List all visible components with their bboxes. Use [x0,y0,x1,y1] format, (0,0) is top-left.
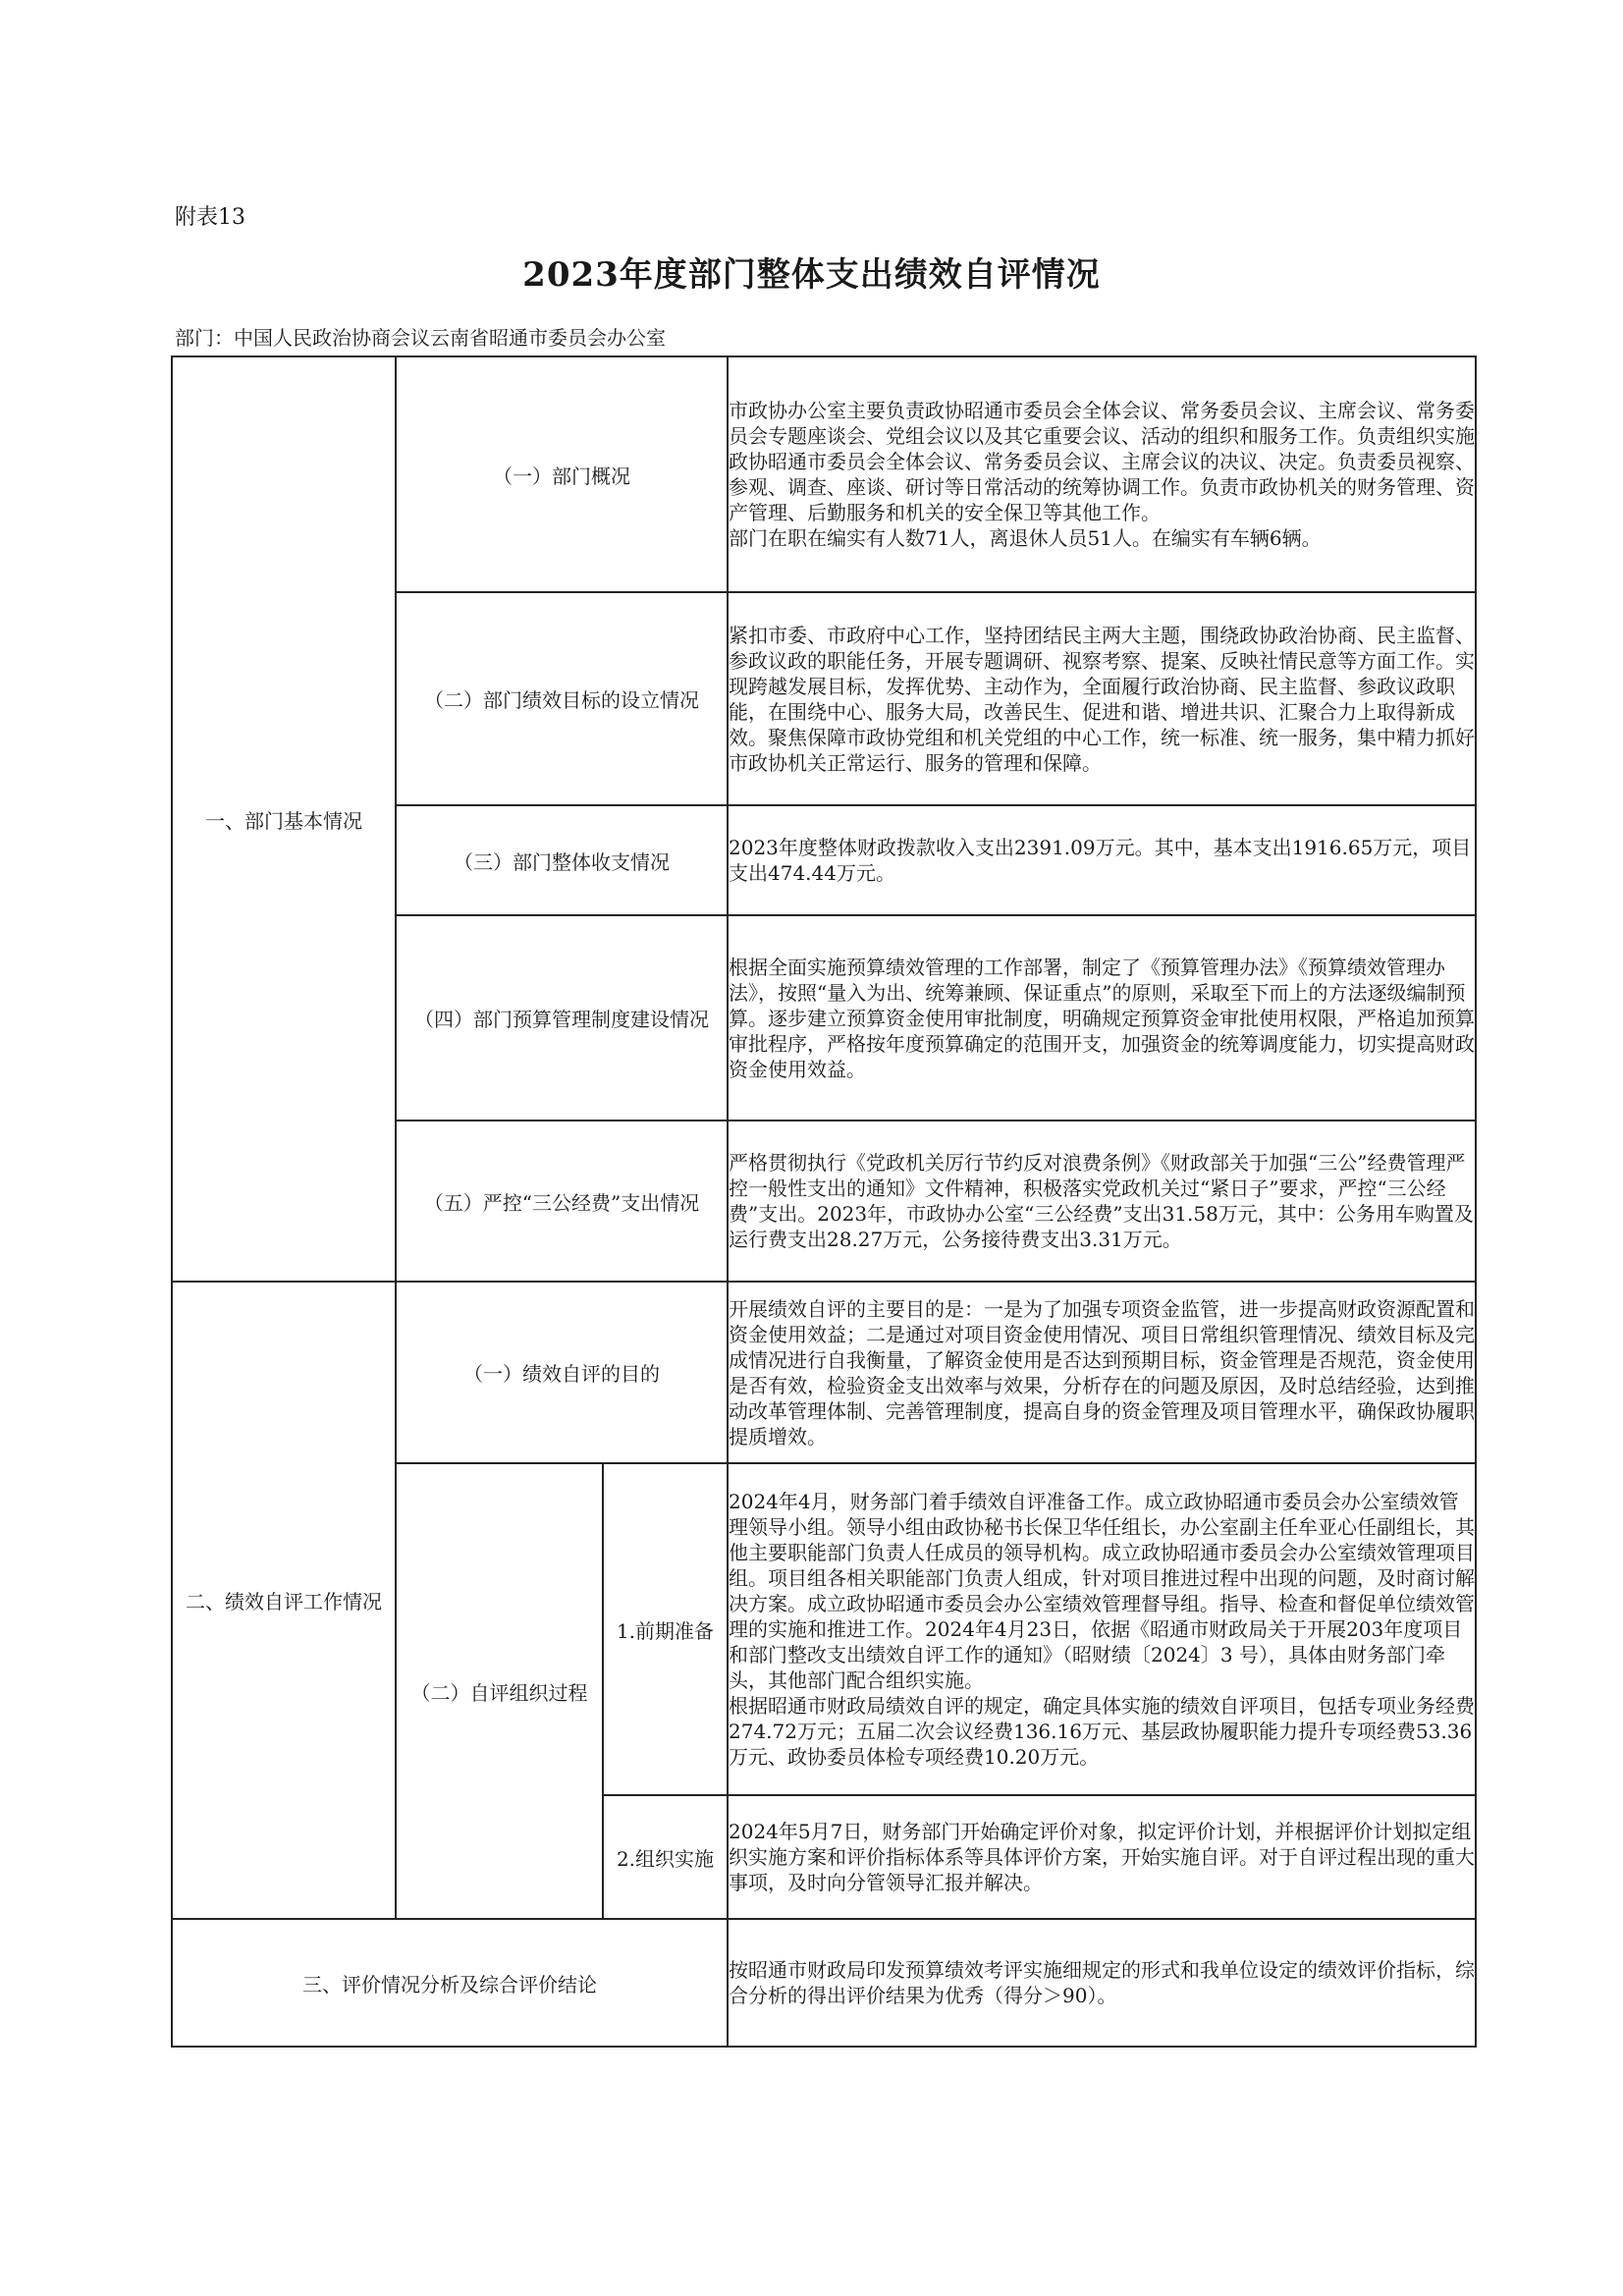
table-row [172,1282,1476,1463]
row-label: （一）绩效自评的目的 [396,1282,728,1463]
row-content: 开展绩效自评的主要目的是：一是为了加强专项资金监管，进一步提高财政资源配置和资金使用效益；二是通过对项目资金使用情况、项目日常组织管理情况、绩效目标及完成情况进行自我衡量，了解资金使用是否达到预期目标，资金管理是否规范，资金使用是否有效，检验资金支出效率与效果，分析存在的问题及原因，及时总结经验，达到推动改革管理体制、完善管理制度，提高自身的资金管理及项目管理水平，确保政协履职提质增效。 [728,1282,1476,1463]
row-content: 根据全面实施预算绩效管理的工作部署，制定了《预算管理办法》《预算绩效管理办法》，按照“量入为出、统筹兼顾、保证重点”的原则，采取至下而上的方法逐级编制预算。逐步建立预算资金使用审批制度，明确规定预算资金审批使用权限，严格追加预算审批程序，严格按年度预算确定的范围开支，加强资金的统筹调度能力，切实提高财政资金使用效益。 [728,915,1476,1121]
row-content: 市政协办公室主要负责政协昭通市委员会全体会议、常务委员会议、主席会议、常务委员会专题座谈会、党组会议以及其它重要会议、活动的组织和服务工作。负责组织实施政协昭通市委员会全体会议、常务委员会议、主席会议的决议、决定。负责委员视察、参观、调查、座谈、研讨等日常活动的统筹协调工作。负责市政协机关的财务管理、资产管理、后勤服务和机关的安全保卫等其他工作。 部门在职在编实有人数71人，离退休人员51人。在编实有车辆6辆。 [728,356,1476,592]
department-line: 部门：中国人民政治协商会议云南省昭通市委员会办公室 [175,326,666,350]
row-content: 2024年4月，财务部门着手绩效自评准备工作。成立政协昭通市委员会办公室绩效管理领导小组。领导小组由政协秘书长保卫华任组长，办公室副主任牟亚心任副组长，其他主要职能部门负责人任成员的领导机构。成立政协昭通市委员会办公室绩效管理项目组。项目组各相关职能部门负责人组成，针对项目推进过程中出现的问题，及时商讨解决方案。成立政协昭通市委员会办公室绩效管理督导组。指导、检查和督促单位绩效管理的实施和推进工作。2024年4月23日，依据《昭通市财政局关于开展203年度项目和部门整改支出绩效自评工作的通知》（昭财绩〔2024〕3 号），具体由财务部门牵头，其他部门配合组织实施。 根据昭通市财政局绩效自评的规定，确定具体实施的绩效自评项目，包括专项业务经费274.72万元；五届二次会议经费136.16万元、基层政协履职能力提升专项经费53.36万元、政协委员体检专项经费10.20万元。 [728,1463,1476,1795]
row-content: 2024年5月7日，财务部门开始确定评价对象，拟定评价计划，并根据评价计划拟定组织实施方案和评价指标体系等具体评价方案，开始实施自评。对于自评过程出现的重大事项，及时向分管领导汇报并解决。 [728,1795,1476,1919]
section3-label: 三、评价情况分析及综合评价结论 [172,1919,728,2047]
table-row [172,356,1476,592]
row-label: （二）自评组织过程 [396,1463,603,1919]
row-label: （四）部门预算管理制度建设情况 [396,915,728,1121]
table-row [172,1919,1476,2047]
step-label: 2.组织实施 [603,1795,728,1919]
evaluation-table [171,355,1477,2048]
row-label: （三）部门整体收支情况 [396,805,728,915]
section2-label: 二、绩效自评工作情况 [172,1282,396,1919]
row-label: （五）严控“三公经费”支出情况 [396,1121,728,1282]
row-content: 紧扣市委、市政府中心工作，坚持团结民主两大主题，围绕政协政治协商、民主监督、参政议政的职能任务，开展专题调研、视察考察、提案、反映社情民意等方面工作。实现跨越发展目标，发挥优势、主动作为，全面履行政治协商、民主监督、参政议政职能，在围绕中心、服务大局，改善民生、促进和谐、增进共识、汇聚合力上取得新成效。聚焦保障市政协党组和机关党组的中心工作，统一标准、统一服务，集中精力抓好市政协机关正常运行、服务的管理和保障。 [728,592,1476,805]
appendix-label: 附表13 [175,205,245,230]
row-content: 按昭通市财政局印发预算绩效考评实施细规定的形式和我单位设定的绩效评价指标，综合分析的得出评价结果为优秀（得分＞90）。 [728,1919,1476,2047]
step-label: 1.前期准备 [603,1463,728,1795]
row-content: 严格贯彻执行《党政机关厉行节约反对浪费条例》《财政部关于加强“三公”经费管理严控一般性支出的通知》文件精神，积极落实党政机关过“紧日子”要求，严控“三公经费”支出。2023年，市政协办公室“三公经费”支出31.58万元，其中：公务用车购置及运行费支出28.27万元，公务接待费支出3.31万元。 [728,1121,1476,1282]
page-title: 2023年度部门整体支出绩效自评情况 [522,255,1101,295]
row-content: 2023年度整体财政拨款收入支出2391.09万元。其中，基本支出1916.65万元，项目支出474.44万元。 [728,805,1476,915]
row-label: （二）部门绩效目标的设立情况 [396,592,728,805]
row-label: （一）部门概况 [396,356,728,592]
section1-label: 一、部门基本情况 [172,356,396,1282]
